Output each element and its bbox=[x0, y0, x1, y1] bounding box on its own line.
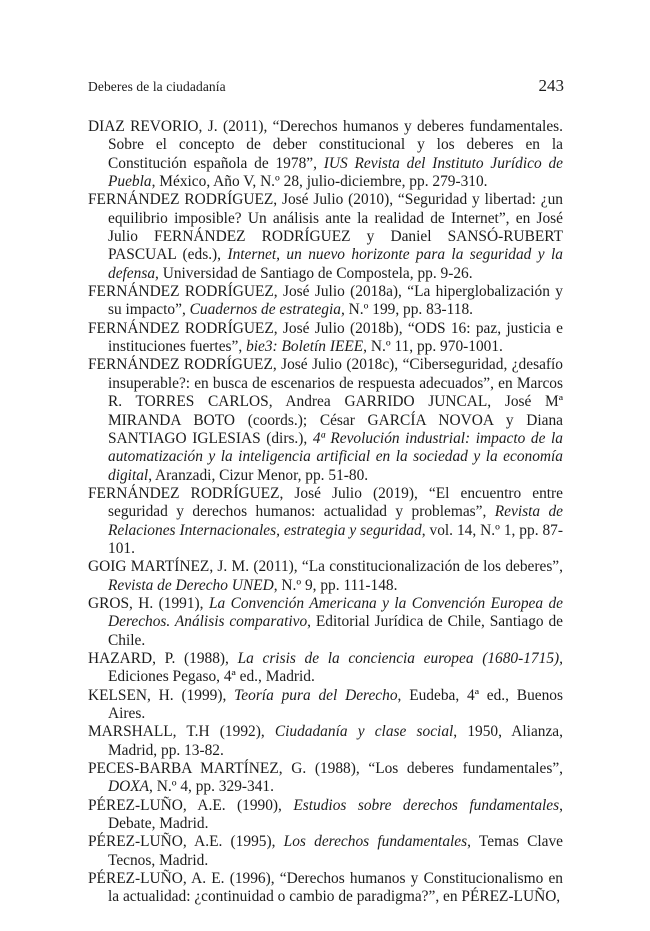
reference-text: , N.º 11, pp. 970-1001. bbox=[363, 338, 503, 356]
reference-text: DIAZ REVORIO, J. (2011), “Derechos humanos y deberes fundamentales. Sobre el concepto de deber constitucional y los deberes en la Constitución española de 1978”, bbox=[88, 118, 563, 172]
reference-text: GOIG MARTÍNEZ, J. M. (2011), “La constitucionalización de los deberes”, bbox=[88, 558, 563, 576]
reference-entry bbox=[88, 356, 563, 484]
reference-entry bbox=[88, 797, 563, 834]
reference-text: , vol. 14, N.º 1, pp. 87-101. bbox=[108, 521, 564, 557]
reference-entry bbox=[88, 687, 563, 724]
reference-title-italic: La Convención Americana y la Convención Europea de Derechos. Análisis comparativo bbox=[108, 594, 563, 631]
reference-text: Ediciones Pegaso, 4ª ed., Madrid. bbox=[108, 668, 315, 686]
reference-text: , N.º 4, pp. 329-341. bbox=[149, 778, 274, 796]
reference-text: , Temas Clave Tecnos, Madrid. bbox=[108, 833, 563, 869]
reference-entry bbox=[88, 320, 563, 357]
reference-entry bbox=[88, 650, 563, 687]
reference-entry bbox=[88, 760, 563, 797]
reference-text: , 1950, Alianza, Madrid, pp. 13-82. bbox=[108, 723, 563, 759]
reference-text: GROS, H. (1991), bbox=[88, 594, 209, 612]
reference-title-italic: 4ª Revolución industrial: impacto de la automatización y la inteligencia artificial en la sociedad y la economía digital bbox=[108, 429, 563, 484]
reference-text: , Universidad de Santiago de Compostela, pp. 9-26. bbox=[155, 264, 473, 282]
reference-text: , Debate, Madrid. bbox=[108, 796, 563, 833]
reference-text: , Aranzadi, Cizur Menor, pp. 51-80. bbox=[148, 466, 369, 484]
reference-title-italic: bie3: Boletín IEEE bbox=[246, 338, 364, 356]
reference-text: HAZARD, P. (1988), bbox=[88, 649, 238, 667]
reference-title-italic: La crisis de la conciencia europea (1680-1715), bbox=[237, 649, 563, 667]
reference-entry bbox=[88, 870, 563, 907]
reference-entry bbox=[88, 283, 563, 320]
page-header bbox=[88, 76, 564, 96]
reference-text: PÉREZ-LUÑO, A. E. (1996), “Derechos humanos y Constitucionalismo en la actualidad: ¿continuidad o cambio de paradigma?”, en PÉREZ-LUÑO, bbox=[88, 870, 563, 906]
reference-title-italic: Estudios sobre derechos fundamentales bbox=[293, 796, 560, 814]
running-title: Deberes de la ciudadanía bbox=[88, 79, 226, 94]
reference-text: FERNÁNDEZ RODRÍGUEZ, José Julio (2019), “El encuentro entre seguridad y derechos humanos: actualidad y problemas”, bbox=[88, 484, 563, 521]
reference-text: FERNÁNDEZ RODRÍGUEZ, José Julio (2010), “Seguridad y libertad: ¿un equilibrio imposible? Un análisis ante la realidad de Internet”, en José Julio FERNÁNDEZ RODRÍGUEZ y Daniel SANSÓ-RUBERT PASCUAL (eds.), bbox=[88, 191, 563, 264]
page-number: 243 bbox=[538, 76, 564, 95]
reference-text: FERNÁNDEZ RODRÍGUEZ, José Julio (2018b), “ODS 16: paz, justicia e instituciones fuertes”, bbox=[88, 319, 563, 356]
reference-text: MARSHALL, T.H (1992), bbox=[88, 723, 275, 741]
reference-text: , N.º 9, pp. 111-148. bbox=[273, 576, 398, 594]
reference-entry bbox=[88, 191, 563, 283]
reference-text: , México, Año V, N.º 28, julio-diciembre, pp. 279-310. bbox=[151, 173, 488, 191]
reference-title-italic: Los derechos fundamentales bbox=[283, 833, 468, 851]
reference-title-italic: Revista de Relaciones Internacionales, estrategia y seguridad bbox=[108, 503, 563, 539]
reference-text: PECES-BARBA MARTÍNEZ, G. (1988), “Los deberes fundamentales”, bbox=[88, 760, 563, 778]
reference-title-italic: Teoría pura del Derecho bbox=[234, 686, 398, 704]
reference-entry bbox=[88, 485, 563, 558]
reference-title-italic: IUS Revista del Instituto Jurídico de Puebla bbox=[108, 154, 563, 191]
reference-text: , Editorial Jurídica de Chile, Santiago de Chile. bbox=[108, 613, 563, 649]
reference-entry bbox=[88, 723, 563, 760]
reference-text: FERNÁNDEZ RODRÍGUEZ, José Julio (2018c), “Ciberseguridad, ¿desafío insuperable?: en busca de escenarios de respuesta adecuados”, en Marcos R. TORRES CARLOS, Andrea GARRIDO JUNCAL, José Mª MIRANDA BOTO (coords.); César GARCÍA NOVOA y Diana SANTIAGO IGLESIAS (dirs.), bbox=[88, 356, 563, 447]
reference-title-italic: Internet, un nuevo horizonte para la seguridad y la defensa bbox=[108, 246, 563, 282]
reference-text: PÉREZ-LUÑO, A.E. (1990), bbox=[88, 796, 294, 814]
reference-entry bbox=[88, 833, 563, 870]
reference-text: FERNÁNDEZ RODRÍGUEZ, José Julio (2018a), “La hiperglobalización y su impacto”, bbox=[88, 283, 563, 319]
reference-title-italic: Ciudadanía y clase social bbox=[274, 723, 454, 741]
reference-entry bbox=[88, 558, 563, 595]
reference-title-italic: Cuadernos de estrategia, bbox=[189, 301, 345, 319]
reference-text: KELSEN, H. (1999), bbox=[88, 686, 235, 704]
reference-list bbox=[88, 118, 563, 907]
reference-title-italic: Revista de Derecho UNED bbox=[108, 576, 274, 594]
reference-text: N.º 199, pp. 83-118. bbox=[344, 301, 474, 319]
reference-entry bbox=[88, 595, 563, 650]
reference-text: , Eudeba, 4ª ed., Buenos Aires. bbox=[108, 686, 563, 722]
reference-entry bbox=[88, 118, 563, 191]
reference-title-italic: DOXA bbox=[108, 778, 150, 796]
reference-text: PÉREZ-LUÑO, A.E. (1995), bbox=[88, 833, 284, 851]
